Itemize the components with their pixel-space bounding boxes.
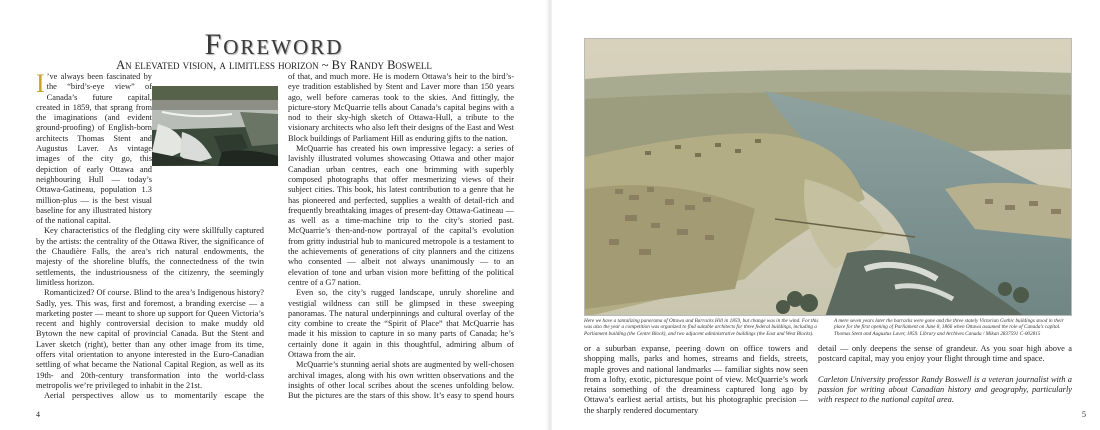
body-paragraph: McQuarrie has created his own impressive legacy: a series of lavishly illustrated volumes showcasing Ottawa and other major Canadian urban centres, each one brimming with superbly composed photographs that offer mesmerizing views of their subject cities. This book, his latest contribution to a genre that he has pioneered and perfected, supplies a wealth of detail-rich and frequently breathtaking images of present-day Ottawa-Gatineau — as well as a time-machine trip to the city’s storied past. McQuarrie’s then-and-now portrayal of the capital’s evolution from gritty industrial hub to manicured metropole is a testament to the achievements of generations of city planners and the citizens who consented — albeit not always unanimously — to an elevation of tone and urban vision more befitting of the political centre of a G7 nation.	[288, 144, 514, 287]
body-paragraph: Key characteristics of the fledgling city were skillfully captured by the artists: the centrality of the Ottawa River, the significance of the Chaudière Falls, the area’s rich natural endowments, the majesty of the shoreline bluffs, the connectedness of the twin settlements, the industriousness of the citizenry, the seemingly limitless horizon.	[36, 226, 264, 287]
body-paragraph: Romanticized? Of course. Blind to the area’s Indigenous history? Sadly, yes. This was, first and foremost, a branding exercise — a marketing poster — meant to shore up support for Queen Victoria’s recent and highly controversial decision to make muddy old Bytown the new capital of provincial Canada. But the Stent and Laver sketch (right), better than any other image from its time, offers vital orientation to anyone interested in the Euro-Canadian settling of what became the National Capital Region, as well as its 19th- and 20th-century transformation into the world-class metropolis we’re privileged to inhabit in the 21st.	[36, 288, 264, 390]
figure-caption-left: Here we have a tantalizing panorama of Ottawa and Barracks Hill in 1859, but change was in the wind. For this was also the year a competition was organized to find suitable architects for three federal buildings, including a Parliament building (the Centre Block), and two adjacent administrative buildings (the East and West Blocks).	[584, 318, 819, 337]
intro-text: ’ve always been fascinated by the “bird’s-eye view” of Canada’s future capital, created in 1859, that sprang from the imaginations (and evident ground-proofing) of English-born architects Thomas Stent and Augustus Laver. As vintage images of the city go, this depiction of early Ottawa and neighbouring Hull — today’s Ottawa-Gatineau, population 1.3 million-plus — is the best visual baseline for any illustrated history of the national capital.	[36, 72, 152, 226]
page-number: 4	[36, 410, 40, 419]
body-paragraph: of that, and much more. He is modern Ottawa’s heir to the bird’s-eye tradition established by Stent and Laver more than 150 years ago, well before cameras took to the skies. And fittingly, the picture-story McQuarrie tells about Canada’s capital begins with a nod to their sky-high sketch of Ottawa-Hull, a tribute to the visionary architects who also left their designs of the East and West Block buildings of Parliament Hill as enduring gifts to the nation.	[288, 72, 514, 143]
figure-caption-right: A mere seven years later the barracks were gone and the three stately Victorian Gothic buildings stood in their place for the first opening of Parliament on June 8, 1866 when Ottawa assumed the role of Canada’s capital. Thomas Stent and Augustus Laver, 1859. Library and Archives Canada / Mikan 2837591 C-002815	[834, 318, 1064, 337]
left-page	[0, 0, 548, 430]
text-column-3: or a suburban expanse, peering down on office towers and shopping malls, parks and homes, streams and fields, streets, maple groves and national landmarks — familiar sights now seen from a lofty, exotic, picturesque point of view. McQuarrie’s work retains something of the dreaminess captured long ago by Ottawa’s earliest aerial artists, but his photographic precision — the sharply rendered documentary	[584, 344, 808, 415]
body-paragraph: Aerial perspectives allow us to momentarily escape the	[44, 391, 264, 400]
intro-paragraph	[36, 72, 152, 226]
body-paragraph: McQuarrie’s stunning aerial shots are augmented by well-chosen archival images, along with his own written observations and the insights of other local scribes about the scenes unfolding below. But the pictures are the stars of this show. It’s easy to spend hours	[288, 360, 514, 400]
waterfall-photo	[152, 86, 278, 166]
text-column-2	[288, 72, 514, 400]
ottawa-panorama-illustration	[584, 38, 1072, 316]
right-page	[552, 0, 1100, 430]
page-number: 5	[1082, 410, 1086, 419]
drop-cap: I	[36, 72, 45, 98]
page-title: Foreword	[204, 28, 344, 61]
closing-paragraph: detail — only deepens the sense of grandeur. As you soar high above a postcard capital, may you enjoy your flight through time and space.	[818, 344, 1072, 364]
text-column-4	[818, 344, 1072, 405]
author-bio: Carleton University professor Randy Boswell is a veteran journalist with a passion for writing about Canadian history and geography, particularly with respect to the national capital area.	[818, 374, 1072, 405]
page-subtitle: An elevated vision, a limitless horizon ~ By Randy Boswell	[116, 58, 432, 72]
body-paragraph: Even so, the city’s rugged landscape, unruly shoreline and vestigial wildness can still be glimpsed in these sweeping panoramas. The natural underpinnings and cultural overlay of the city combine to create the “Spirit of Place” that McQuarrie has made it his mission to capture in so many parts of Canada; he’s certainly done it again in this thoughtful, admiring album of Ottawa from the air.	[288, 288, 514, 360]
